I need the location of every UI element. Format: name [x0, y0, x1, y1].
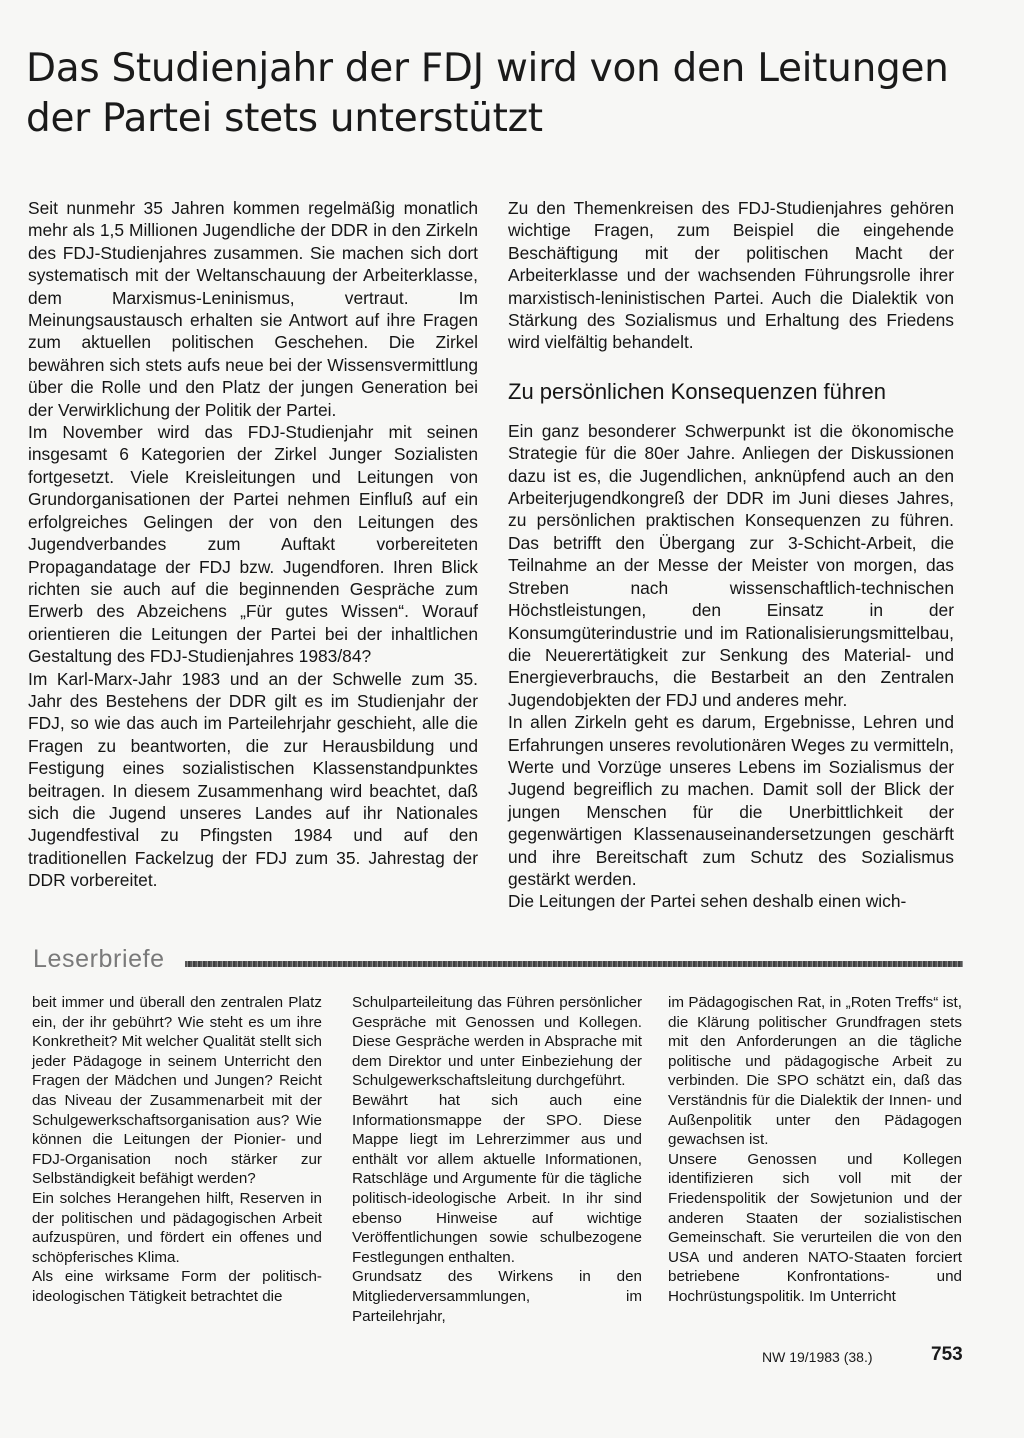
section-rule [185, 961, 963, 967]
letter-paragraph: im Pädagogischen Rat, in „Roten Treffs“ ist, die Klärung politischer Grundfragen stets mit den Anforderungen an die tägliche politische und pädagogische Arbeit zu verbinden. Die SPO schätzt ein, daß das Verständnis für die Dialektik der Innen- und Außenpolitik unter den Pädagogen gewachsen ist. [668, 994, 962, 1149]
letter-paragraph: Unsere Genossen und Kollegen identifizieren sich voll mit der Friedenspolitik der Sowjetunion und der anderen Staaten der sozialistischen Gemeinschaft. Sie verurteilen die von den USA und anderen NATO-Staaten forciert betriebene Konfrontations- und Hochrüstungspolitik. Im Unterricht [668, 1150, 962, 1305]
article-paragraph: In allen Zirkeln geht es darum, Ergebnisse, Lehren und Erfahrungen unseres revolutionären Weges zu vermitteln, Werte und Vorzüge unseres Lebens im Sozialismus der Jugend begreiflich zu machen. Damit soll der Blick der jungen Menschen für die Unerbittlichkeit der gegenwärtigen Klassenauseinandersetzungen geschärft und ihre Bereitschaft zum Schutz des Sozialismus gestärkt werden. [508, 712, 954, 889]
article-paragraph: Im Karl-Marx-Jahr 1983 und an der Schwelle zum 35. Jahr des Bestehens der DDR gilt es im Studienjahr der FDJ, so wie das auch im Parteilehrjahr geschieht, alle die Fragen zu beantworten, die zur Herausbildung und Festigung eines sozialistischen Klassenstandpunktes beitragen. In diesem Zusammenhang wird beachtet, daß sich die Jugend unseres Landes auf ihr Nationales Jugendfestival zu Pfingsten 1984 und auf den traditionellen Fackelzug der FDJ zum 35. Jahrestag der DDR vorbereitet. [28, 668, 478, 891]
letter-paragraph: Als eine wirksame Form der politisch-ideologischen Tätigkeit betrachtet die [32, 1268, 322, 1305]
page-number: 753 [931, 1344, 963, 1365]
article-paragraph: Im November wird das FDJ-Studienjahr mit seinen insgesamt 6 Kategorien der Zirkel Junger Sozialisten fortgesetzt. Viele Kreisleitungen und Leitungen von Grundorganisationen der Partei nehmen Einfluß auf ein erfolgreiches Gelingen der von den Leitungen des Jugendverbandes zum Auftakt vorbereiteten Propagandatage der FDJ bzw. Jugendforen. Ihren Blick richten sie auch auf die beginnenden Gespräche zum Erwerb des Abzeichens „Für gutes Wissen“. Worauf orientieren die Leitungen der Partei bei der inhaltlichen Gestaltung des FDJ-Studienjahres 1983/84? [28, 422, 478, 667]
article-paragraph: Ein ganz besonderer Schwerpunkt ist die ökonomische Strategie für die 80er Jahre. Anliegen der Diskussionen dazu ist es, die Jugendlichen, anknüpfend auch an den Arbeiterjugendkongreß der DDR im Juni dieses Jahres, zu persönlichen praktischen Konsequenzen zu führen. Das betrifft den Übergang zur 3-Schicht-Arbeit, die Teilnahme an der Messe der Meister von morgen, das Streben nach wissenschaftlich-technischen Höchstleistungen, den Einsatz in der Konsumgüterindustrie und im Rationalisierungsmittelbau, die Neuerertätigkeit zur Senkung des Material- und Energieverbrauchs, die Bestarbeit an den Zentralen Jugendobjekten der FDJ und anderes mehr. [508, 420, 954, 710]
article-title: Das Studienjahr der FDJ wird von den Leitungen der Partei stets unterstützt [26, 46, 949, 141]
letter-paragraph: Ein solches Herangehen hilft, Reserven in der politischen und pädagogischen Arbeit aufzuspüren, und fördert ein offenes und schöpferisches Klima. [32, 1189, 322, 1266]
letter-paragraph: Grundsatz des Wirkens in den Mitgliederversammlungen, im Parteilehrjahr, [352, 1268, 642, 1325]
letters-column-2 [352, 993, 642, 1326]
letters-column-3 [668, 993, 962, 1307]
article-subheading: Zu persönlichen Konsequenzen führen [508, 378, 886, 404]
letter-paragraph: Bewährt hat sich auch eine Informationsmappe der SPO. Diese Mappe liegt im Lehrerzimmer aus und enthält vor allem aktuelle Informationen, Ratschläge und Argumente für die tägliche politisch-ideologische Arbeit. In ihr sind ebenso Hinweise auf wichtige Veröffentlichungen sowie schulbezogene Festlegungen enthalten. [352, 1091, 642, 1266]
article-paragraph: Seit nunmehr 35 Jahren kommen regelmäßig monatlich mehr als 1,5 Millionen Jugendliche der DDR in den Zirkeln des FDJ-Studienjahres zusammen. Sie machen sich dort systematisch mit der Weltanschauung der Arbeiterklasse, dem Marxismus-Leninismus, vertraut. Im Meinungsaustausch erhalten sie Antwort auf ihre Fragen zum aktuellen politischen Geschehen. Die Zirkel bewähren sich stets aufs neue bei der Wissensvermittlung über die Rolle und den Platz der jungen Generation bei der Verwirklichung der Politik der Partei. [28, 198, 478, 420]
letter-paragraph: Schulparteileitung das Führen persönlicher Gespräche mit Genossen und Kollegen. Diese Gespräche werden in Absprache mit dem Direktor und unter Einbeziehung der Schulgewerkschaftsleitung durchgeführt. [352, 994, 642, 1090]
section-label: Leserbriefe [33, 945, 165, 973]
letter-paragraph: beit immer und überall den zentralen Platz ein, der ihr gebührt? Wie steht es um ihre Konkretheit? Mit welcher Qualität stellt sich jeder Pädagoge in seinem Unterricht den Fragen der Mädchen und Jungen? Reicht das Niveau der Zusammenarbeit mit der Schulgewerkschaftsorganisation aus? Wie können die Leitungen der Pionier- und FDJ-Organisation noch stärker zur Selbständigkeit befähigt werden? [32, 994, 322, 1188]
letters-column-1 [32, 993, 322, 1307]
issue-reference: NW 19/1983 (38.) [762, 1349, 873, 1365]
article-column-right [508, 197, 954, 913]
article-paragraph: Die Leitungen der Partei sehen deshalb einen wich- [508, 891, 907, 912]
article-column-left [28, 197, 478, 892]
article-paragraph: Zu den Themenkreisen des FDJ-Studienjahres gehören wichtige Fragen, zum Beispiel die eingehende Beschäftigung mit der politischen Macht der Arbeiterklasse und der wachsenden Führungsrolle ihrer marxistisch-leninistischen Partei. Auch die Dialektik von Stärkung des Sozialismus und Erhaltung des Friedens wird vielfältig behandelt. [508, 198, 954, 353]
section-banner [33, 942, 963, 976]
